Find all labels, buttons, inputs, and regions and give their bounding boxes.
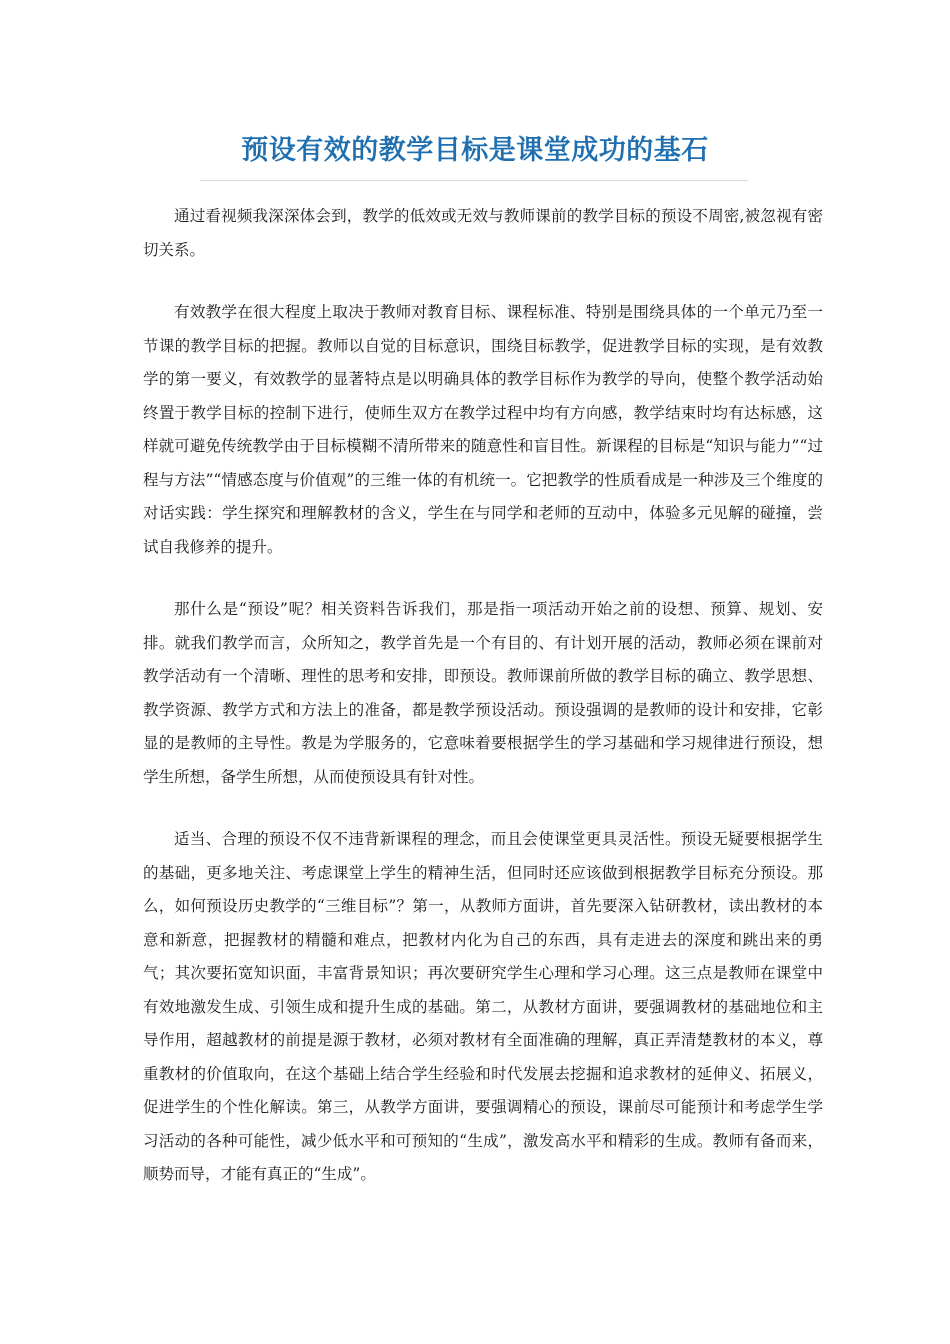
paragraph-1: 通过看视频我深深体会到，教学的低效或无效与教师课前的教学目标的预设不周密,被忽视有密切关系。 bbox=[143, 207, 823, 259]
title-divider bbox=[200, 180, 748, 181]
paragraph-3: 那什么是“预设”呢？相关资料告诉我们，那是指一项活动开始之前的设想、预算、规划、安排。就我们教学而言，众所知之，教学首先是一个有目的、有计划开展的活动，教师必须在课前对教学活动有一个清晰、理性的思考和安排，即预设。教师课前所做的教学目标的确立、教学思想、教学资源、教学方式和方法上的准备，都是教学预设活动。预设强调的是教师的设计和安排，它彰显的是教师的主导性。教是为学服务的，它意味着要根据学生的学习基础和学习规律进行预设，想学生所想，备学生所想，从而使预设具有针对性。 bbox=[143, 600, 823, 786]
article-body bbox=[143, 200, 823, 1221]
page-title: 预设有效的教学目标是课堂成功的基石 bbox=[241, 135, 709, 166]
paragraph-2: 有效教学在很大程度上取决于教师对教育目标、课程标准、特别是围绕具体的一个单元乃至一节课的教学目标的把握。教师以自觉的目标意识，围绕目标教学，促进教学目标的实现，是有效教学的第一要义，有效教学的显著特点是以明确具体的教学目标作为教学的导向，使整个教学活动始终置于教学目标的控制下进行，使师生双方在教学过程中均有方向感，教学结束时均有达标感，这样就可避免传统教学由于目标模糊不清所带来的随意性和盲目性。新课程的目标是“知识与能力”“过程与方法”“情感态度与价值观”的三维一体的有机统一。它把教学的性质看成是一种涉及三个维度的对话实践：学生探究和理解教材的含义，学生在与同学和老师的互动中，体验多元见解的碰撞，尝试自我修养的提升。 bbox=[143, 303, 823, 556]
paragraph-4: 适当、合理的预设不仅不违背新课程的理念，而且会使课堂更具灵活性。预设无疑要根据学生的基础，更多地关注、考虑课堂上学生的精神生活，但同时还应该做到根据教学目标充分预设。那么，如何预设历史教学的“三维目标”？第一，从教师方面讲，首先要深入钻研教材，读出教材的本意和新意，把握教材的精髓和难点，把教材内化为自己的东西，具有走进去的深度和跳出来的勇气；其次要拓宽知识面，丰富背景知识；再次要研究学生心理和学习心理。这三点是教师在课堂中有效地激发生成、引领生成和提升生成的基础。第二，从教材方面讲，要强调教材的基础地位和主导作用，超越教材的前提是源于教材，必须对教材有全面准确的理解，真正弄清楚教材的本义，尊重教材的价值取向，在这个基础上结合学生经验和时代发展去挖掘和追求教材的延伸义、拓展义，促进学生的个性化解读。第三，从教学方面讲，要强调精心的预设，课前尽可能预计和考虑学生学习活动的各种可能性，减少低水平和可预知的“生成”，激发高水平和精彩的生成。教师有备而来，顺势而导，才能有真正的“生成”。 bbox=[143, 830, 823, 1183]
